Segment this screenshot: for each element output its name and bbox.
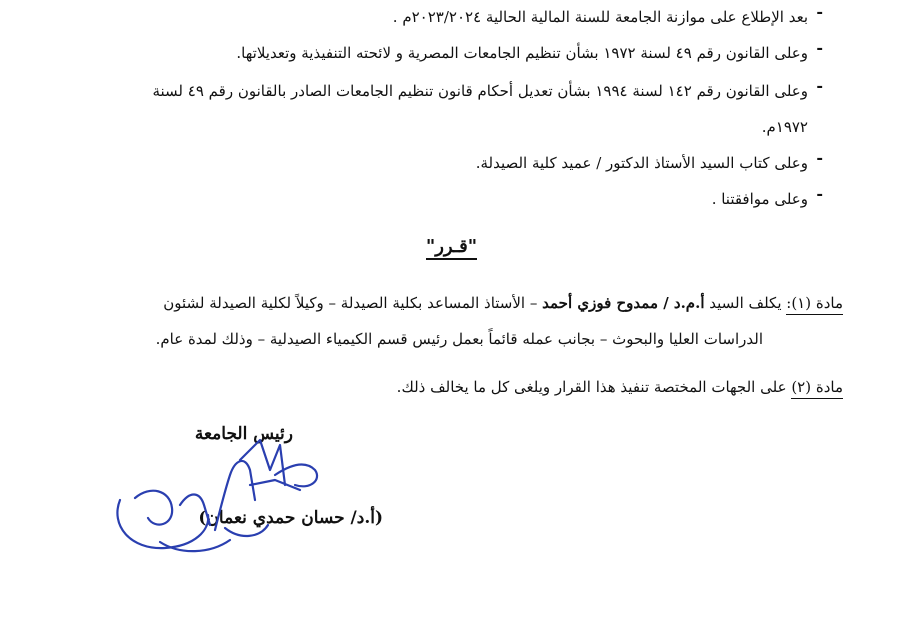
bullet-dash: - — [816, 76, 823, 95]
article-1-person-name: أ.م.د / ممدوح فوزي أحمد — [542, 294, 705, 312]
preamble-item-law-142-continued: ١٩٧٢م. — [761, 118, 808, 136]
article-1-label: مادة (١): — [786, 294, 843, 315]
bullet-dash: - — [816, 2, 823, 21]
article-2-text: على الجهات المختصة تنفيذ هذا القرار ويلغى كل ما يخالف ذلك. — [396, 378, 792, 396]
decision-heading — [0, 236, 903, 257]
bullet-dash: - — [816, 184, 823, 203]
bullet-dash: - — [816, 148, 823, 167]
preamble-item-dean-letter: وعلى كتاب السيد الأستاذ الدكتور / عميد كلية الصيدلة. — [475, 154, 808, 172]
article-2-label: مادة (٢) — [791, 378, 843, 399]
signatory-name: (أ.د/ حسان حمدي نعمان) — [198, 508, 383, 528]
signatory-title: رئيس الجامعة — [194, 424, 293, 444]
preamble-item-law-49: وعلى القانون رقم ٤٩ لسنة ١٩٧٢ بشأن تنظيم الجامعات المصرية و لائحته التنفيذية وتعديلاتها. — [236, 44, 808, 62]
article-1-text-after: – الأستاذ المساعد بكلية الصيدلة – وكيلاً لكلية الصيدلة لشئون — [163, 294, 543, 312]
article-2 — [58, 370, 843, 404]
preamble-item-law-142: وعلى القانون رقم ١٤٢ لسنة ١٩٩٤ بشأن تعديل أحكام قانون تنظيم الجامعات الصادر بالقانون رقم ٤٩ لسنة — [152, 82, 808, 100]
handwritten-signature-icon — [100, 430, 330, 560]
article-1 — [58, 286, 843, 320]
preamble-item-budget: بعد الإطلاع على موازنة الجامعة للسنة المالية الحالية ٢٠٢٣/٢٠٢٤م . — [392, 8, 808, 26]
article-1-line-2: الدراسات العليا والبحوث – بجانب عمله قائماً بعمل رئيس قسم الكيمياء الصيدلية – وذلك لمدة عام. — [155, 330, 763, 348]
decision-heading-text: "قـرر" — [426, 236, 477, 260]
preamble-item-approval: وعلى موافقتنا . — [711, 190, 808, 208]
bullet-dash: - — [816, 38, 823, 57]
article-1-text-before: يكلف السيد — [704, 294, 787, 312]
